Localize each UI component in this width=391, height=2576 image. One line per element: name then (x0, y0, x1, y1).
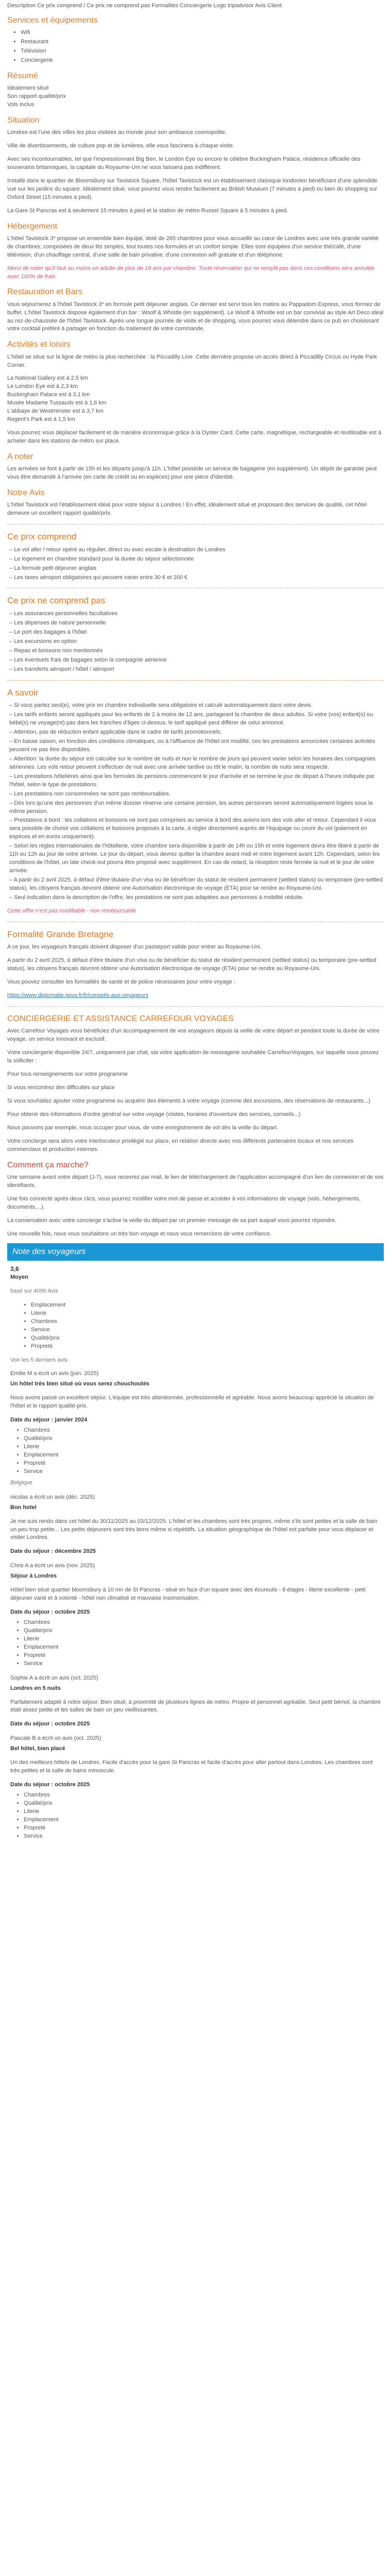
resume-section (7, 70, 384, 109)
review (10, 1674, 381, 1729)
criteria-item: • Propreté (24, 1460, 381, 1468)
necomprend-section (7, 595, 384, 673)
review-title: Bon hotel (10, 1504, 37, 1511)
services-list (7, 29, 384, 65)
review-country: Belgique (10, 1479, 32, 1486)
situation-paragraph: La Gare St Pancras est à seulement 15 minutes à pied et la station de métro Russel Square à 5 minutes à pied. (7, 207, 288, 214)
resume-line: Idéalement situé (7, 85, 49, 92)
criteria-item: • Qualité/prix (24, 1627, 381, 1635)
comprend-item: – Le logement en chambre standard pour la durée du séjour sélectionnée (9, 555, 384, 564)
criteria-item: • Chambres (24, 1791, 381, 1800)
criteria-item: • Literie (24, 1635, 381, 1643)
comment-paragraph: Une semaine avant votre départ (J-7), vous recevrez par mail, le lien de téléchargement de l'application accompagné d'un lien de connexion et de vos identifiants. (7, 1174, 384, 1189)
necomprend-item: – Les assurances personnelles facultatives (9, 610, 384, 618)
situation-section (7, 114, 384, 215)
asavoir-item: – Selon les règles internationales de l'hôtellerie, votre chambre sera disponible à partir de 14h ou 15h et votre logement devra être libéré à partir de 11h ou 12h au jour de votre arrivée. Le jour du départ, vous devrez quitter la chambre avant midi et votre logement avant 12h. Cependant, selon les conditions de l'hôtel, un late check-out pourra être proposé avec supplément. En cas de retard, la réception reste fermée la nuit et le jour de votre arrivée. (9, 842, 384, 875)
criteria-item: • Propreté (24, 1824, 381, 1833)
situation-paragraph: Installé dans le quartier de Bloomsbury sur Tavistock Square, l'hôtel Tavistock est un établissement classique londonien bénéficiant d'une splendide vue sur les jardins du square. Idéalement situé, vous pourrez vous rendre facilement au British Museum (7 minutes à pied) ou bien du shopping sur Oxford Street (15 minutes à pied). (7, 177, 378, 200)
criteria-item: • Chambres (31, 1318, 381, 1326)
criteria-item: • Emplacement (24, 1451, 381, 1460)
review-author: nicolas a écrit un avis (déc. 2025) (10, 1494, 95, 1500)
criteria-item: • Emplacement (24, 1643, 381, 1652)
criteria-item: • Qualité/prix (24, 1435, 381, 1443)
review-title: Londres en 5 nuits (10, 1685, 61, 1691)
conciergerie-paragraph: Pour obtenir des informations d'ordre général sur votre voyage (visites, horaires d'ouverture des services, conseils...) (7, 1111, 301, 1117)
situation-paragraph: Londres est l'une des villes les plus visitées au monde pour son ambiance cosmopolite. (7, 129, 227, 136)
necomprend-item: – Le port des bagages à l'hôtel (9, 629, 384, 637)
formalite-paragraph: Vous pouvez consulter les formalités de santé et de police nécessaires pour votre voyage : (7, 979, 236, 986)
asavoir-item: – Les prestations hôtelières ainsi que les formules de pensions commencent le jour d'arrivée et se termine le jour de départ à l'heure indiquée par l'hôtel, selon le type de prestations. (9, 773, 384, 789)
criteria-item: • Propreté (24, 1652, 381, 1660)
service-item: • Télévision (21, 47, 384, 56)
conciergerie-title: CONCIERGERIE ET ASSISTANCE CARREFOUR VOYAGES (7, 1014, 234, 1024)
review-body: Un des meilleurs hôtels de Londres. Facile d'accès pour la gare St Pancras et facile d'accès pour aller partout dans Londres. Les chambres sont très petites et la salle de bains minuscule. (10, 1759, 373, 1774)
distance-line: L'abbaye de Westminster est à 3,7 km (7, 408, 104, 415)
review-author: Sophie A a écrit un avis (oct. 2025) (10, 1674, 98, 1681)
notes-based-on: basé sur 4090 Avis (10, 1287, 58, 1294)
necomprend-title: Ce prix ne comprend pas (7, 596, 105, 606)
review (10, 1735, 381, 1840)
comment-paragraph: La conversation avec votre concierge s'active la veille du départ par un premier message de sa part auquel vous pourrez répondre. (7, 1217, 337, 1224)
asavoir-item: – Si vous partez seul(e), votre prix en chambre individuelle sera obligatoire et calculé automatiquement dans votre devis. (9, 702, 384, 710)
criteria-item: • Service (24, 1468, 381, 1476)
criteria-item: • Literie (24, 1443, 381, 1451)
restauration-text: Vous séjournerez à l'hôtel Tavistock 3* en formule petit déjeuner anglais. Ce dernier est servi tous les matins au Pappadom Express, vous formez de buffet. L'hôtel Tavistock dispose également d'un bar : Woolf & Whistle (en supplément). Le Woolf & Whistle est un bar convivial au style Art Déco idéal au rez-de-chaussée de l'hôtel Tavistock. Après une longue journée de visite et de shopping, vous pourrez vous détendre dans ce pub en choisissant votre cocktail préféré à partager en fonction du traitement de votre commande. (7, 301, 384, 332)
review-criteria (10, 1791, 381, 1841)
asavoir-item: – Attention, pas de réduction enfant applicable dans le cadre de tarifs promotionnels. (9, 728, 384, 737)
notreavis-section (7, 487, 384, 518)
review-criteria (10, 1427, 381, 1476)
comprend-item: – Le vol aller / retour opéré au régulier, direct ou avec escale à destination de Londres (9, 546, 384, 554)
anoter-text: Les arrivées se font à partir de 15h et les départs jusqu'à 11h. L'hôtel possède un service de bagagerie (en supplément). Un dépôt de garantie peut vous être demandé à l'arrivée (en carte de crédit ou en espèces) pour une pièce d'identité. (7, 466, 377, 481)
comprend-item: – Les taxes aéroport obligatoires qui peuvent varier entre 30 € et 200 € (9, 574, 384, 582)
review-title: Un hôtel très bien situé où vous serez chouchoutés (10, 1381, 150, 1387)
formalite-section (7, 928, 384, 1000)
hebergement-title: Hébergement (7, 222, 57, 231)
service-item: • Conciergerie (21, 57, 384, 65)
distance-line: Regent's Park est à 1,5 km (7, 416, 75, 423)
notes-score: 3,6 (10, 1265, 19, 1273)
review-author: Chris A a écrit un avis (nov. 2025) (10, 1563, 95, 1569)
notes-section (7, 1261, 384, 1851)
necomprend-item: – Les transferts aéroport / hôtel / aéroport (9, 666, 384, 674)
asavoir-item: – A partir du 2 avril 2025, à défaut d'être titulaire d'un visa ou de bénéficier du statut de résident permanent (settled status) ou temporaire (pre-settled status), les citoyens français devront obtenir une Autorisation électronique de voyage (ETA) pour se rendre au Royaume-Uni. (9, 876, 384, 893)
asavoir-item: – En basse saison, en fonction des conditions climatiques, ou à l'affluence de l'hôtel ont modifié, ces les prestations annoncées certaines activités peuvent ne pas être disponibles. (9, 738, 384, 754)
conciergerie-paragraph: Pour tous renseignements sur votre programme (7, 1071, 128, 1078)
page-intro: Description Ce prix comprend / Ce prix ne comprend pas Formalités Conciergerie Logo tripadvisor Avis Client (7, 3, 282, 9)
notes-criteria (10, 1301, 381, 1351)
criteria-item: • Literie (24, 1808, 381, 1816)
necomprend-item: – Les éventuels frais de bagages selon la compagnie aérienne (9, 656, 384, 665)
notes-banner: Note des voyageurs (7, 1243, 384, 1260)
conciergerie-paragraph: Avec Carrefour Voyages vous bénéficiez d'un accompagnement de vos voyageurs depuis la veille de votre départ et pendant toute la durée de votre voyage, un service innovant et exclusif. (7, 1028, 380, 1043)
activites-intro: L'hôtel se situe sur la ligne de métro la plus recherchée : la Piccadilly Line. Cette dernière propose un accès direct à Piccadilly Circus ou Hyde Park Corner. (7, 353, 377, 368)
notes-filter[interactable]: Voir les 5 derniers avis (10, 1357, 68, 1363)
comprend-title: Ce prix comprend (7, 532, 77, 542)
service-item: • Restaurant (21, 38, 384, 46)
restauration-title: Restauration et Bars (7, 287, 83, 297)
conciergerie-paragraph: Si vous rencontrez des difficultés sur place (7, 1084, 115, 1091)
activites-distances (7, 375, 384, 424)
comprend-list (7, 546, 384, 582)
divider (7, 680, 384, 681)
asavoir-section (7, 687, 384, 916)
review-title: Séjour à Londres (10, 1573, 57, 1580)
criteria-item: • Service (24, 1833, 381, 1841)
asavoir-item: – Prestations à bord : les collations et boissons ne sont pas comprises au service à bord des avions lors des vols aller et retour. Cependant il vous sera possible de choisir vos collations et boissons proposés à la carte, à régler directement auprès de l'équipage ou courir du vol (paiement en espèces et en euros uniquement). (9, 817, 384, 841)
comment-paragraph: Une nouvelle fois, nous vous souhaitons un très bon voyage et nous vous remercions de votre confiance. (7, 1230, 272, 1237)
necomprend-item: – Les excursions en option (9, 638, 384, 646)
asavoir-item: – Attention: la durée du séjour est calculée sur le nombre de nuits et non le nombre de jours qui peuvent varier selon les horaires des compagnies aériennes. Les vols retour peuvent s'effectuer de nuit avec une arrivée tardive ou tôt le matin, la nombre de nuits sera respecté. (9, 755, 384, 772)
anoter-section (7, 451, 384, 482)
criteria-item: • Service (24, 1660, 381, 1668)
review-stay: Date du séjour : octobre 2025 (10, 1609, 90, 1616)
resume-line: Vols inclus (7, 101, 34, 108)
criteria-item: • Propreté (31, 1343, 381, 1351)
conciergerie-paragraph: Nous pouvons par exemple, nous occuper pour vous, de votre enregistrement de vol dès la veille du départ. (7, 1124, 279, 1131)
asavoir-item: – Seul indication dans la description de l'offre, les prestations ne sont pas adaptées aux personnes à mobilité réduite. (9, 894, 384, 902)
necomprend-list (7, 610, 384, 674)
services-title: Services et équipements (7, 15, 98, 25)
conciergerie-paragraph: Votre conciergerie disponible 24/7, uniquement par chat, via votre application de messagerie souhaitée CarrefourVoyages, sur laquelle vous pouvez la solliciter : (7, 1049, 379, 1064)
criteria-item: • Literie (31, 1310, 381, 1318)
comprend-item: – La formule petit déjeuner anglais (9, 565, 384, 573)
situation-paragraph: Ville de divertissements, de culture pop et de lumières, elle vous fascinera à chaque visite. (7, 143, 235, 149)
review-body: Hôtel bien situé quartier bloomsbury à 10 mn de St Pancras - situé en face d'un square avec des écureuils - 8 étages - literie excellente - petit déjeuner varié et à volonté - hôtel non climatisé et mauvaise insonorisation. (10, 1587, 366, 1602)
distance-line: Le London Eye est à 2,3 km (7, 383, 78, 390)
conciergerie-paragraph: Votre concierge sera alors votre interlocuteur privilégié sur place, en relation directe avec nos différents partenaires locaux et nos services commerciaux et production internes. (7, 1138, 354, 1153)
conciergerie-paragraph: Si vous souhaitez ajouter votre programme ou acquérir des éléments à votre voyage (comme des excursions, des réservations de restaurants...) (7, 1097, 370, 1104)
hebergement-text: L'hôtel Tavistock 3* propose un ensemble bien équipé, doté de 265 chambres pour vous accueillir au cœur de Londres avec une très grande variété de chambres, composées de deux lits simples, tout toutes nos formules et un confort simple. Elles sont équipées d'un service thé/café, d'une télévision, d'un chauffage central, d'une salle de bain privative, d'une connexion wifi gratuite et d'un téléphone. (7, 235, 379, 258)
necomprend-item: – Repas et boissons non mentionnés (9, 647, 384, 655)
situation-title: Situation (7, 115, 40, 125)
review-criteria (10, 1619, 381, 1668)
hebergement-section (7, 221, 384, 281)
resume-text (7, 84, 384, 109)
necomprend-item: – Les dépenses de nature personnelle (9, 619, 384, 628)
review-title: Bel hôtel, bien placé (10, 1745, 66, 1752)
resume-title: Résumé (7, 71, 38, 80)
review (10, 1494, 381, 1556)
comment-section (7, 1159, 384, 1239)
divider (7, 1006, 384, 1007)
asavoir-footer: Cette offre n'est pas modifiable - non remboursable (7, 907, 136, 914)
service-item: • Wifi (21, 29, 384, 37)
resume-line: Son rapport qualité/prix (7, 93, 66, 99)
review-stay: Date du séjour : octobre 2025 (10, 1721, 90, 1727)
review-author: Pascale B a écrit un avis (oct. 2025) (10, 1735, 102, 1742)
criteria-item: • Chambres (24, 1619, 381, 1627)
review-stay: Date du séjour : janvier 2024 (10, 1417, 88, 1423)
review-body: Je me suis rendu dans cet hôtel du 30/11/2025 au 03/12/2025. L'hôtel et les chambres sont très propres, même s'ils sont petites et la salle de bain un peu trop petite... Les petits déjeuners sont très bons même si répétitifs. La situation géographique de l'hôtel est parfaite pour vous déplacer et visiter Londres. (10, 1518, 378, 1541)
comment-title: Comment ça marche? (7, 1160, 89, 1170)
distance-line: La National Gallery est à 2,5 km (7, 375, 88, 382)
conciergerie-section (7, 1013, 384, 1154)
activites-title: Activités et loisirs (7, 340, 71, 349)
review-author: Emilie M a écrit un avis (juin. 2025) (10, 1370, 99, 1377)
criteria-item: • Service (31, 1326, 381, 1334)
criteria-item: • Qualité/prix (31, 1334, 381, 1343)
asavoir-item: – Les prestations non consommées ne sont pas remboursables. (9, 790, 384, 799)
review-stay: Date du séjour : octobre 2025 (10, 1782, 90, 1788)
comment-paragraph: Une fois connecté après deux clics, vous pourrez modifier votre mot de passe et accéder à vos informations de voyage (vols, hébergements, documents,...). (7, 1195, 361, 1210)
distance-line: Musée Madame Tussauds est à 1,6 km (7, 400, 106, 406)
asavoir-title: A savoir (7, 687, 39, 698)
formalite-paragraph: A partir du 2 avril 2025, à défaut d'être titulaire d'un visa ou de bénéficier du statut de résident permanent (settled status) ou temporaire (pre-settled status), les citoyens français devront obtenir une Autorisation électronique de voyage (ETA) pour se rendre au Royaume-Uni. (7, 957, 377, 972)
formalite-paragraph: A ce jour, les voyageurs français doivent disposer d'un passeport valide pour entrer au Royaume-Uni. (7, 944, 262, 951)
review (10, 1562, 381, 1668)
criteria-item: • Chambres (24, 1427, 381, 1435)
distance-line: Buckingham Palace est à 3,1 km (7, 392, 90, 398)
notreavis-title: Notre Avis (7, 488, 45, 497)
notes-score-label: Moyen (10, 1274, 28, 1281)
formalite-title: Formalité Grande Bretagne (7, 929, 113, 939)
situation-paragraph: Avec ses incontournables, tel que l'impressionnant Big Ben, le London Eye ou encore le célèbre Buckingham Palace, résidence officielle des souverains britanniques, la capitale du Royaume-Uni ne vous laissera pas indifférent. (7, 156, 361, 171)
notreavis-text: L'hôtel Tavistock est l'établissement idéal pour votre séjour à Londres ! En effet, idéalement situé et proposant des services de qualité, cet hôtel demeure un excellent rapport qualité/prix. (7, 502, 367, 517)
services-section (7, 14, 384, 65)
asavoir-item: – Dès lors qu'une des personnes d'un même dossier réserve une certaine pension, les autres personnes seront automatiquement logées sous la même pension. (9, 800, 384, 816)
comprend-section (7, 531, 384, 582)
restauration-section (7, 286, 384, 333)
asavoir-list (7, 702, 384, 902)
review-body: Parfaitement adapté à notre séjour. Bien situé, à proximité de plusieurs lignes de métro. Propre et personnel agréable. Seul petit bémol, la chambre était assez petite et les salles de bain un peu vieillissantes. (10, 1699, 381, 1714)
review-body: Nous avons passé un excellent séjour. L'équipe est très attentionnée, professionnelle et agréable. Nous avons beaucoup apprécié la situation de l'hôtel et le rapport qualité-prix. (10, 1395, 374, 1410)
anoter-title: A noter (7, 452, 34, 461)
activites-section (7, 338, 384, 446)
asavoir-item: – Les tarifs enfants seront appliqués pour les enfants de 2 à moins de 12 ans, partageant la chambre de deux adultes. Si votre (vos) enfant(s) ou bébé(s) ne voyage(nt) pas dans les tranches d'âges ci-dessus, le tarif appliqué peut différer de celui annoncé. (9, 711, 384, 727)
review-stay: Date du séjour : décembre 2025 (10, 1548, 96, 1555)
criteria-item: • Qualité/prix (24, 1800, 381, 1808)
hebergement-note: Merci de noter qu'il faut au moins un adulte de plus de 18 ans par chambre. Toute réservation qui ne remplit pas dans ces conditions sera annulée avec 100% de frais (7, 265, 374, 280)
criteria-item: • Emplacement (24, 1816, 381, 1824)
activites-extra: Vous pourrez vous déplacer facilement et de manière économique grâce à la Oyster Card. Cette carte, magnétique, rechargeable et réutilisable est à acheter dans les stations de métro sur place. (7, 430, 382, 444)
formalite-link[interactable]: https://www.diplomatie.gouv.fr/fr/conseils-aux-voyageurs (7, 992, 149, 999)
criteria-item: • Emplacement (31, 1301, 381, 1310)
review (10, 1370, 381, 1487)
